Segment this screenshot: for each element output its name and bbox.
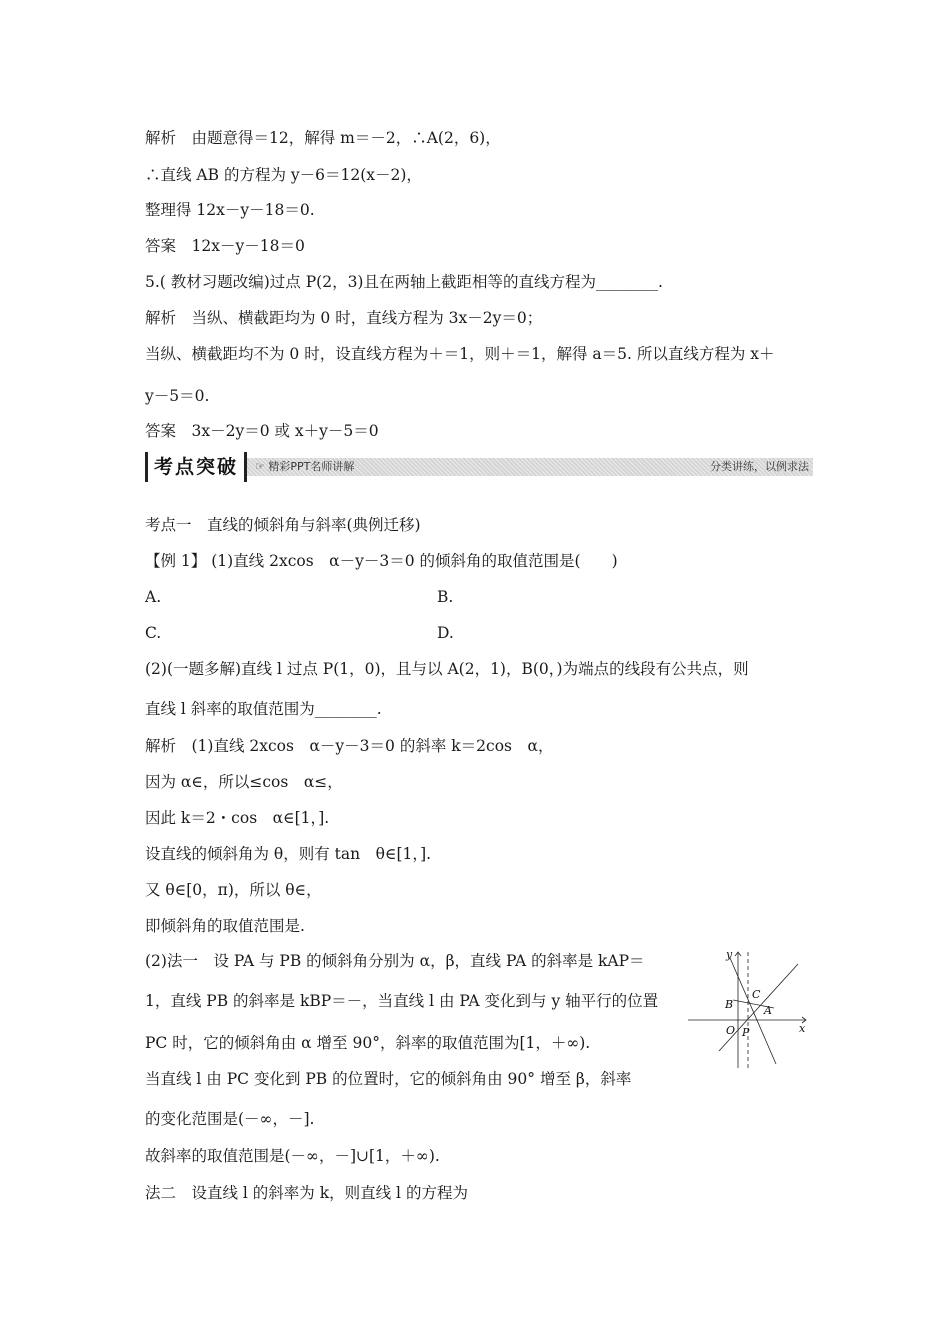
section-banner xyxy=(145,452,813,482)
banner-title: 考点突破 xyxy=(145,452,247,482)
option-b: B. xyxy=(437,588,454,606)
text-line-solution-5-3: y－5＝0. xyxy=(145,387,210,405)
label-x: x xyxy=(799,1022,806,1035)
text-line-answer-5: 答案 3x－2y＝0 或 x＋y－5＝0 xyxy=(145,422,379,440)
option-c: C. xyxy=(145,624,162,642)
label-y: y xyxy=(726,948,733,961)
solution-line: 解析 (1)直线 2xcos α－y－3＝0 的斜率 k＝2cos α， xyxy=(145,737,554,755)
solution-line: 又 θ∈[0，π)，所以 θ∈， xyxy=(145,881,322,899)
text-line-solution-4-2: ∴直线 AB 的方程为 y－6＝12(x－2)， xyxy=(145,166,422,184)
method1-line: (2)法一 设 PA 与 PB 的倾斜角分别为 α，β，直线 PA 的斜率是 kAP＝ xyxy=(145,952,645,970)
text-line-solution-4-1: 解析 由题意得＝12，解得 m＝－2，∴A(2，6)， xyxy=(145,129,501,147)
text-line-question-5: 5.( 教材习题改编)过点 P(2，3)且在两轴上截距相等的直线方程为________. xyxy=(145,273,663,291)
text-line-solution-5-2: 当纵、横截距均不为 0 时，设直线方程为＋＝1，则＋＝1，解得 a＝5. 所以直线方程为 x＋ xyxy=(145,345,775,363)
section-heading: 考点一 直线的倾斜角与斜率(典例迁移) xyxy=(145,516,421,534)
label-a: A xyxy=(764,1004,772,1017)
text-line-solution-5-1: 解析 当纵、横截距均为 0 时，直线方程为 3x－2y＝0； xyxy=(145,309,543,327)
method2-line: 法二 设直线 l 的斜率为 k，则直线 l 的方程为 xyxy=(145,1184,468,1202)
solution-line: 即倾斜角的取值范围是. xyxy=(145,917,305,935)
text-line-solution-4-3: 整理得 12x－y－18＝0. xyxy=(145,201,315,219)
banner-subtitle: ☞ 精彩PPT名师讲解 xyxy=(255,460,355,473)
solution-line: 因此 k＝2・cos α∈[1，]. xyxy=(145,809,330,827)
method1-line: 故斜率的取值范围是(－∞，－]∪[1，＋∞). xyxy=(145,1147,440,1165)
example-1-part2-line1: (2)(一题多解)直线 l 过点 P(1，0)，且与以 A(2，1)，B(0，)为端点的线段有公共点，则 xyxy=(145,660,749,678)
option-d: D. xyxy=(437,624,454,642)
label-o: O xyxy=(726,1024,736,1037)
slope-diagram xyxy=(686,948,814,1072)
label-p: P xyxy=(742,1026,750,1039)
label-b: B xyxy=(725,998,734,1011)
text-line-answer-4: 答案 12x－y－18＝0 xyxy=(145,237,305,255)
method1-line: 当直线 l 由 PC 变化到 PB 的位置时，它的倾斜角由 90° 增至 β，斜率 xyxy=(145,1070,632,1088)
option-a: A. xyxy=(145,588,162,606)
example-1-part2-line2: 直线 l 斜率的取值范围为________. xyxy=(145,700,382,718)
method1-line: 1，直线 PB 的斜率是 kBP＝－，当直线 l 由 PA 变化到与 y 轴平行的位置 xyxy=(145,992,659,1010)
example-1-question: 【例 1】 (1)直线 2xcos α－y－3＝0 的倾斜角的取值范围是( ) xyxy=(145,552,618,570)
slope-diagram-svg xyxy=(686,948,814,1072)
method1-line: 的变化范围是(－∞，－]. xyxy=(145,1110,315,1128)
solution-line: 设直线的倾斜角为 θ，则有 tan θ∈[1，]. xyxy=(145,845,432,863)
banner-right-text: 分类讲练，以例求法 xyxy=(710,460,809,473)
label-c: C xyxy=(752,988,761,1001)
solution-line: 因为 α∈，所以≤cos α≤， xyxy=(145,773,343,791)
method1-line: PC 时，它的倾斜角由 α 增至 90°，斜率的取值范围为[1，＋∞). xyxy=(145,1034,591,1052)
